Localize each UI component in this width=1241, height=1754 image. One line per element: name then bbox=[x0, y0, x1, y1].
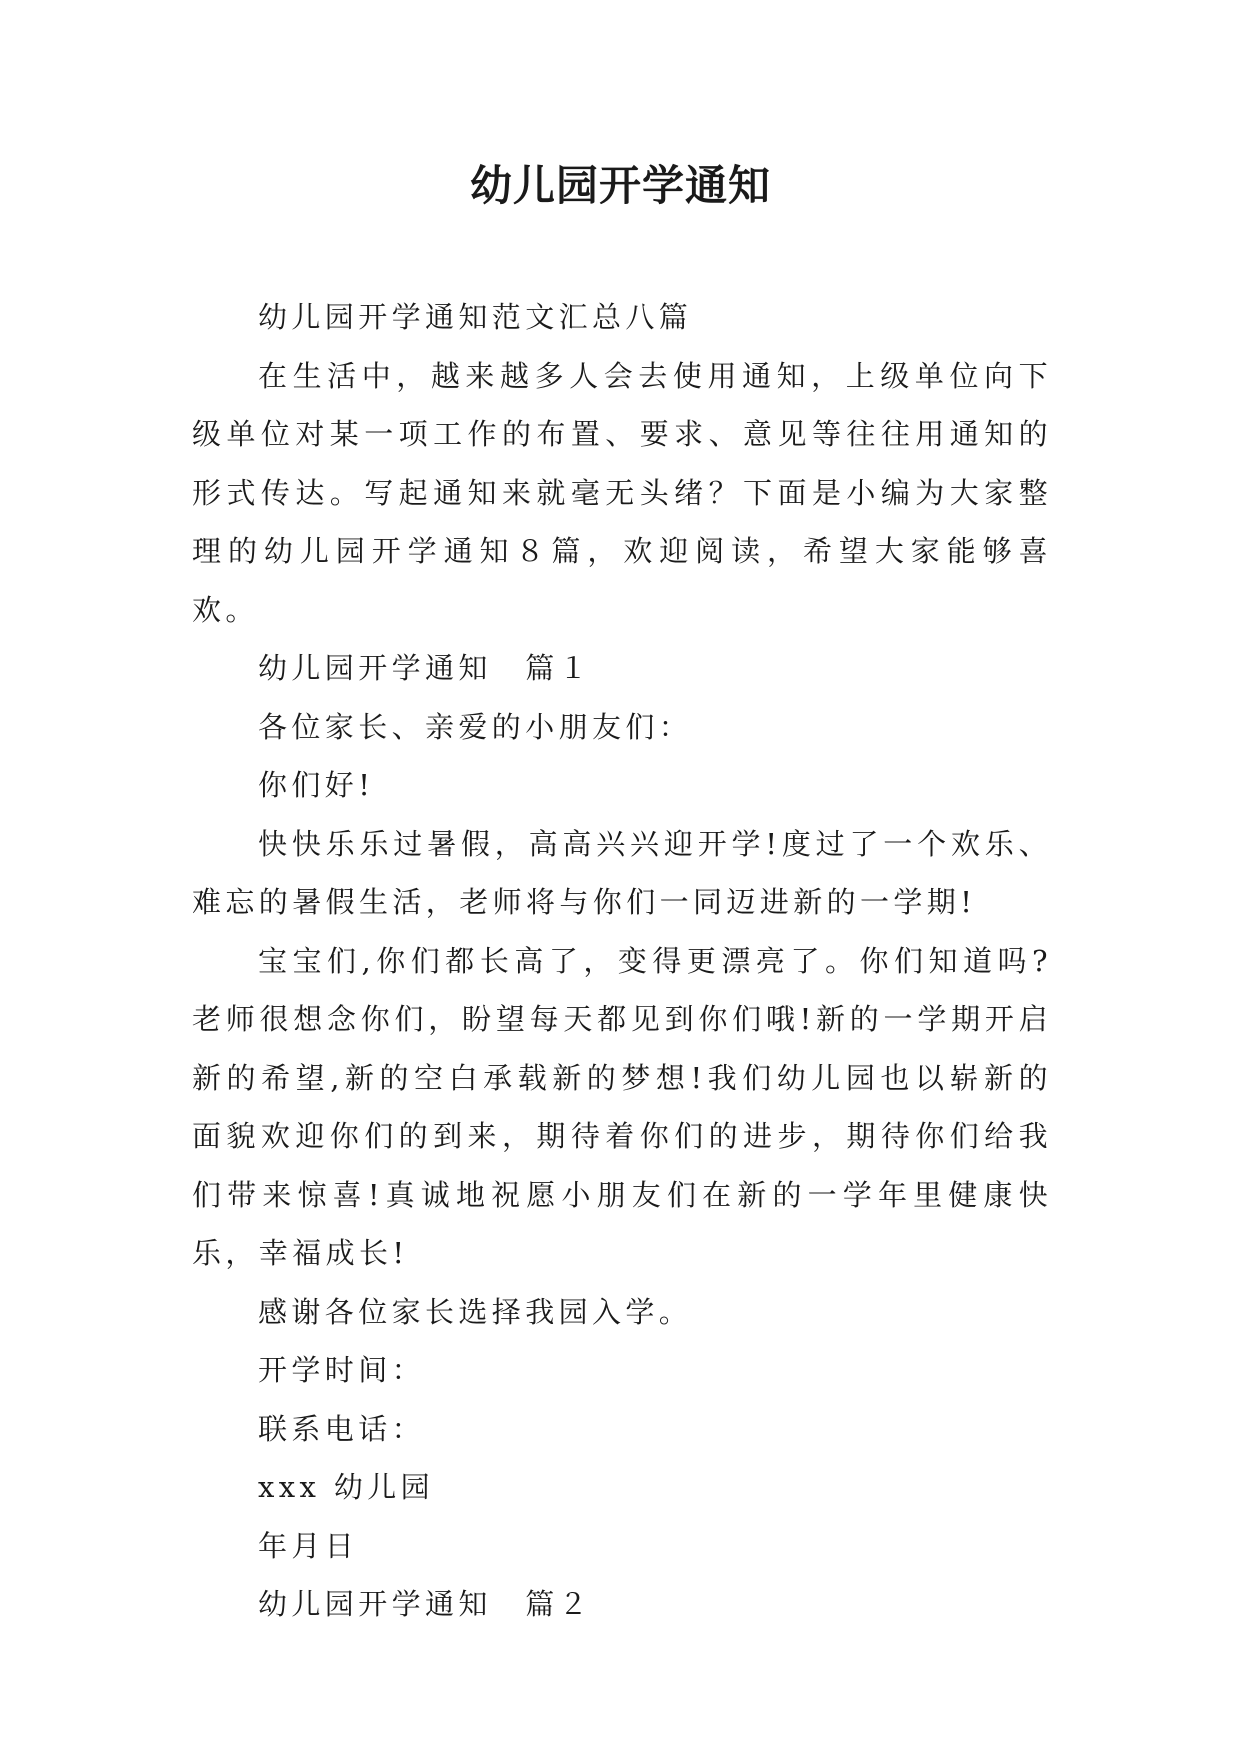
salutation: 各位家长、亲爱的小朋友们： bbox=[258, 709, 693, 744]
body-paragraph: 快快乐乐过暑假，高高兴兴迎开学!度过了一个欢乐、难忘的暑假生活，老师将与你们一同迈进新的一学期! bbox=[192, 826, 1052, 919]
body-paragraph: 宝宝们,你们都长高了，变得更漂亮了。你们知道吗?老师很想念你们，盼望每天都见到你们哦!新的一学期开启新的希望,新的空白承载新的梦想!我们幼儿园也以崭新的面貌欢迎你们的到来，期待着你们的进步，期待你们给我们带来惊喜!真诚地祝愿小朋友们在新的一学年里健康快乐，幸福成长! bbox=[192, 943, 1052, 1270]
signature-org: xxx 幼儿园 bbox=[258, 1470, 435, 1504]
intro-paragraph: 在生活中，越来越多人会去使用通知，上级单位向下级单位对某一项工作的布置、要求、意见等往往用通知的形式传达。写起通知来就毫无头绪？下面是小编为大家整理的幼儿园开学通知８篇，欢迎阅读，希望大家能够喜欢。 bbox=[192, 358, 1052, 627]
thanks-line: 感谢各位家长选择我园入学。 bbox=[258, 1294, 693, 1329]
section-heading-1: 幼儿园开学通知 篇１ bbox=[258, 651, 593, 685]
section-heading-2: 幼儿园开学通知 篇２ bbox=[258, 1587, 593, 1621]
intro-heading: 幼儿园开学通知范文汇总八篇 bbox=[258, 300, 693, 334]
contact-phone-line: 联系电话： bbox=[258, 1411, 426, 1446]
document-title: 幼儿园开学通知 bbox=[469, 161, 771, 210]
document-body bbox=[192, 288, 1052, 1634]
greeting: 你们好! bbox=[258, 768, 375, 802]
start-time-line: 开学时间： bbox=[258, 1353, 426, 1387]
signature-date: 年月日 bbox=[258, 1528, 359, 1563]
